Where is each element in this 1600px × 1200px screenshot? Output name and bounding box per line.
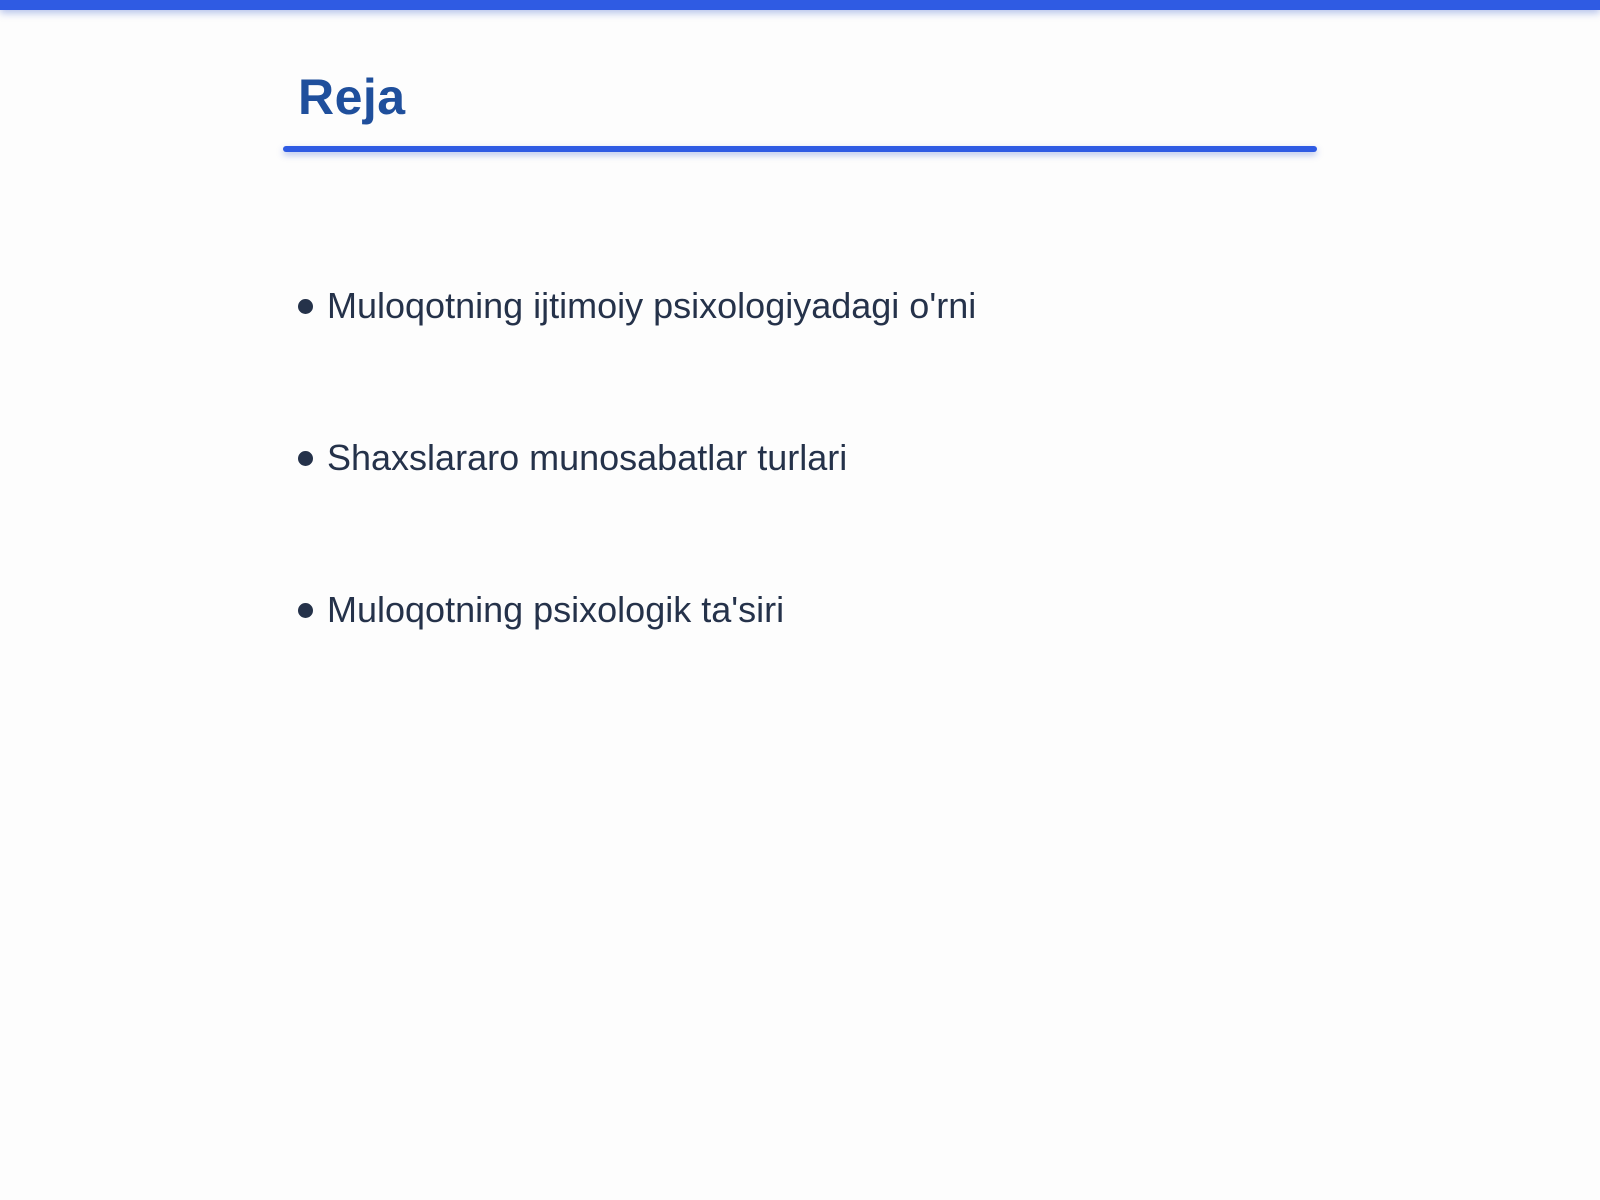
bullet-item (298, 430, 976, 486)
bullet-text: Muloqotning psixologik ta'siri (327, 589, 785, 630)
bullet-dot-icon (298, 451, 313, 466)
bullet-dot-icon (298, 603, 313, 618)
top-accent-bar (0, 0, 1600, 10)
bullet-item (298, 278, 976, 334)
bullet-dot-icon (298, 299, 313, 314)
title-underline (283, 146, 1317, 152)
bullet-text: Muloqotning ijtimoiy psixologiyadagi o'rni (327, 285, 977, 326)
bullet-list (298, 278, 976, 734)
bullet-text: Shaxslararo munosabatlar turlari (327, 437, 848, 478)
bullet-item (298, 582, 976, 638)
slide-title: Reja (298, 69, 406, 125)
